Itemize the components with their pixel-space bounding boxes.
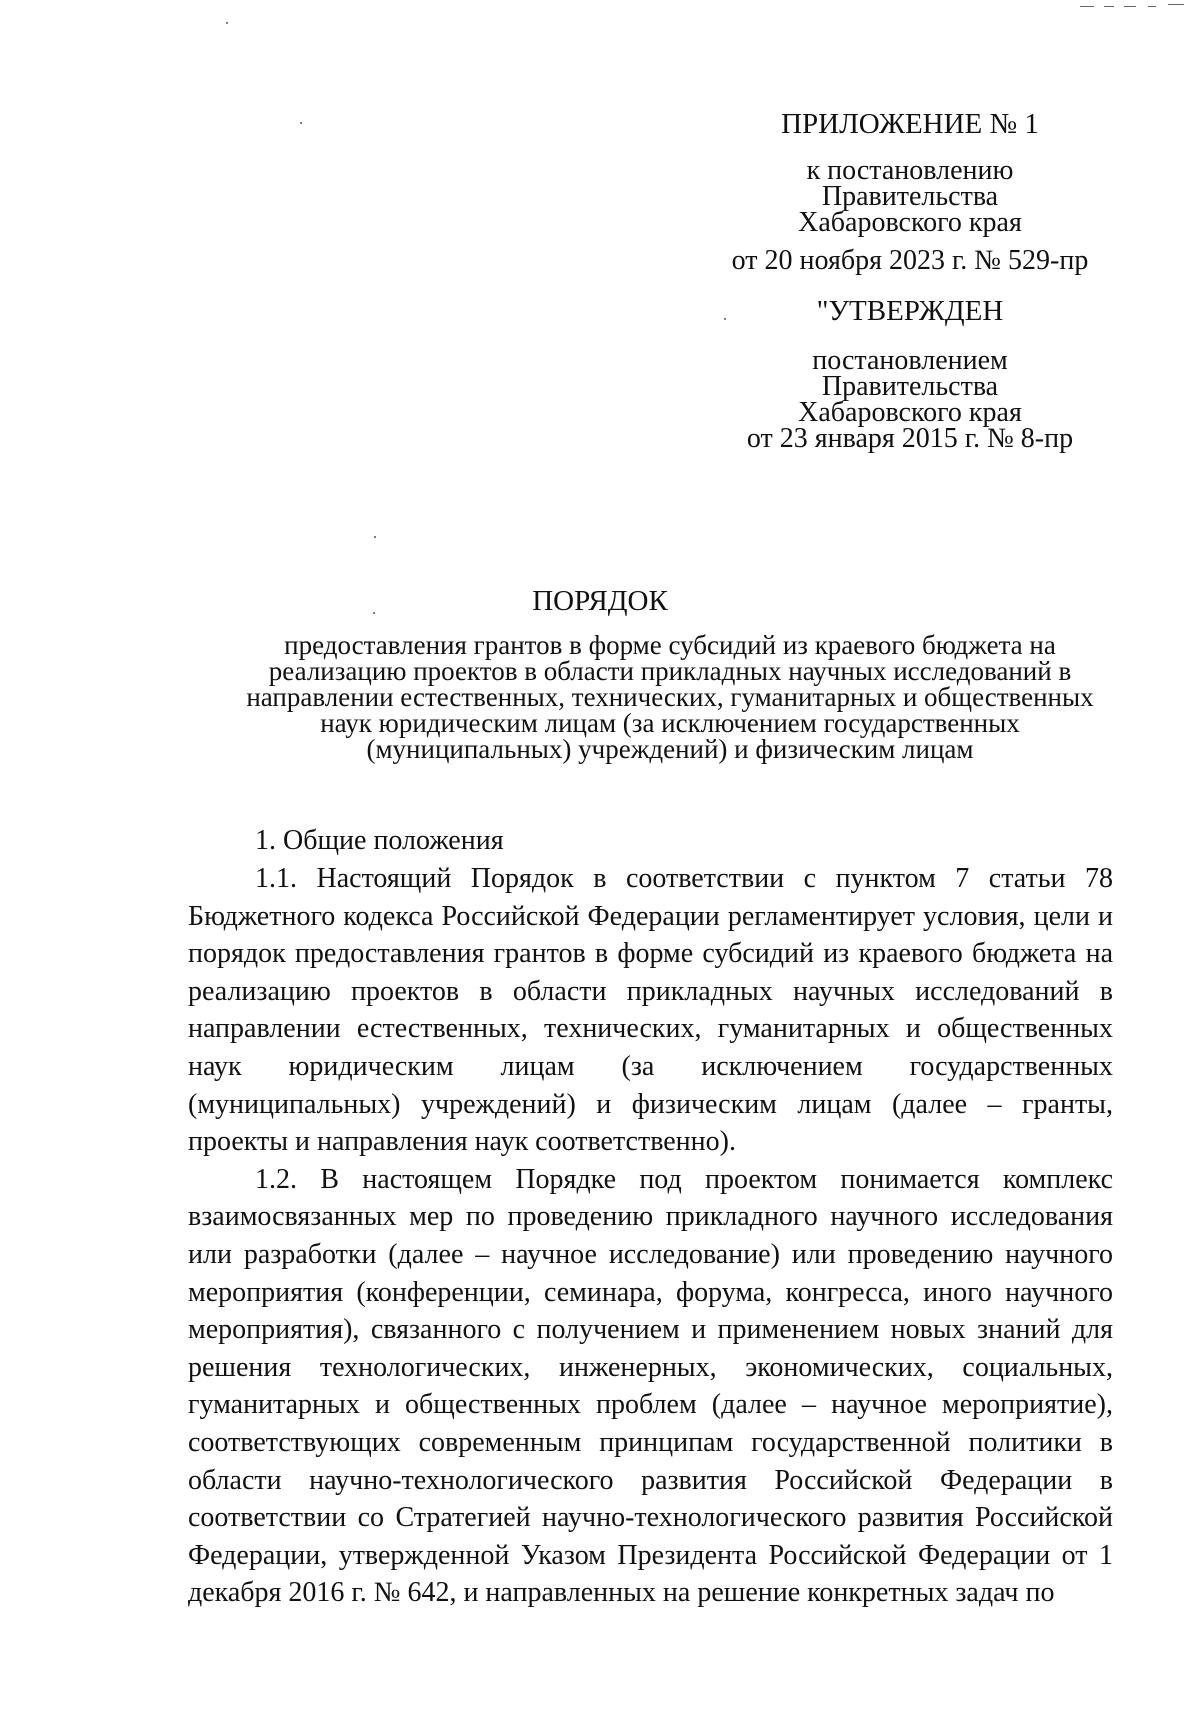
appendix-line: к постановлению (806, 155, 1014, 186)
appendix-line: Правительства (821, 181, 999, 212)
scan-speck (300, 122, 302, 124)
paragraph: 1.2. В настоящем Порядке под проектом понимается комплекс взаимосвязанных мер по проведению прикладного научного исследования или разработки (далее – научное исследование) или проведению научного мероприятия (конференции, семинара, форума, конгресса, иного научного мероприятия), связанного с получением и применением новых знаний для решения технологических, инженерных, экономических, социальных, гуманитарных и общественных проблем (далее – научное мероприятие), соответствующих современным принципам государственной политики в области научно-технологического развития Российской Федерации в соответствии со Стратегией научно-технологического развития Российской Федерации, утвержденной Указом Президента Российской Федерации от 1 декабря 2016 г. № 642, и направленных на решение конкретных задач по (188, 1163, 1113, 1609)
approved-line: Хабаровского края (798, 397, 1022, 428)
subtitle-line: предоставления грантов в форме субсидий из краевого бюджета на (284, 630, 1056, 660)
approved-title: "УТВЕРЖДЕН (816, 295, 1004, 327)
appendix-header (730, 110, 1090, 274)
appendix-line: Хабаровского края (798, 207, 1022, 238)
scan-mark (1104, 6, 1114, 7)
approved-line: постановлением (812, 345, 1008, 376)
scan-mark (1148, 6, 1156, 7)
approved-date: от 23 января 2015 г. № 8-пр (746, 423, 1074, 454)
subtitle-line: наук юридическим лицам (за исключением государственных (320, 708, 1020, 738)
approved-line: Правительства (821, 371, 999, 402)
section-body (188, 860, 1113, 1612)
document-subtitle (230, 632, 1110, 762)
appendix-title: ПРИЛОЖЕНИЕ № 1 (781, 108, 1039, 140)
scan-mark (1124, 6, 1136, 7)
scan-mark (1080, 6, 1094, 7)
scan-speck (226, 22, 228, 24)
scan-mark (1168, 4, 1184, 5)
section-heading: 1. Общие положения (255, 825, 504, 856)
scan-speck (724, 318, 726, 320)
approved-header (730, 295, 1090, 452)
subtitle-line: реализацию проектов в области прикладных научных исследований в (268, 656, 1072, 686)
appendix-date: от 20 ноября 2023 г. № 529-пр (731, 245, 1089, 276)
subtitle-line: направлении естественных, технических, гуманитарных и общественных (246, 682, 1094, 712)
subtitle-line: (муниципальных) учреждений) и физическим лицам (366, 734, 974, 764)
paragraph: 1.1. Настоящий Порядок в соответствии с пунктом 7 статьи 78 Бюджетного кодекса Российской Федерации регламентирует условия, цели и порядок предоставления грантов в форме субсидий из краевого бюджета на реализацию проектов в области прикладных научных исследований в направлении естественных, технических, гуманитарных и общественных наук юридическим лицам (за исключением государственных (муниципальных) учреждений) и физическим лицам (далее – гранты, проекты и направления наук соответственно). (188, 863, 1113, 1158)
document-title: ПОРЯДОК (532, 585, 668, 617)
scan-speck (374, 536, 376, 538)
